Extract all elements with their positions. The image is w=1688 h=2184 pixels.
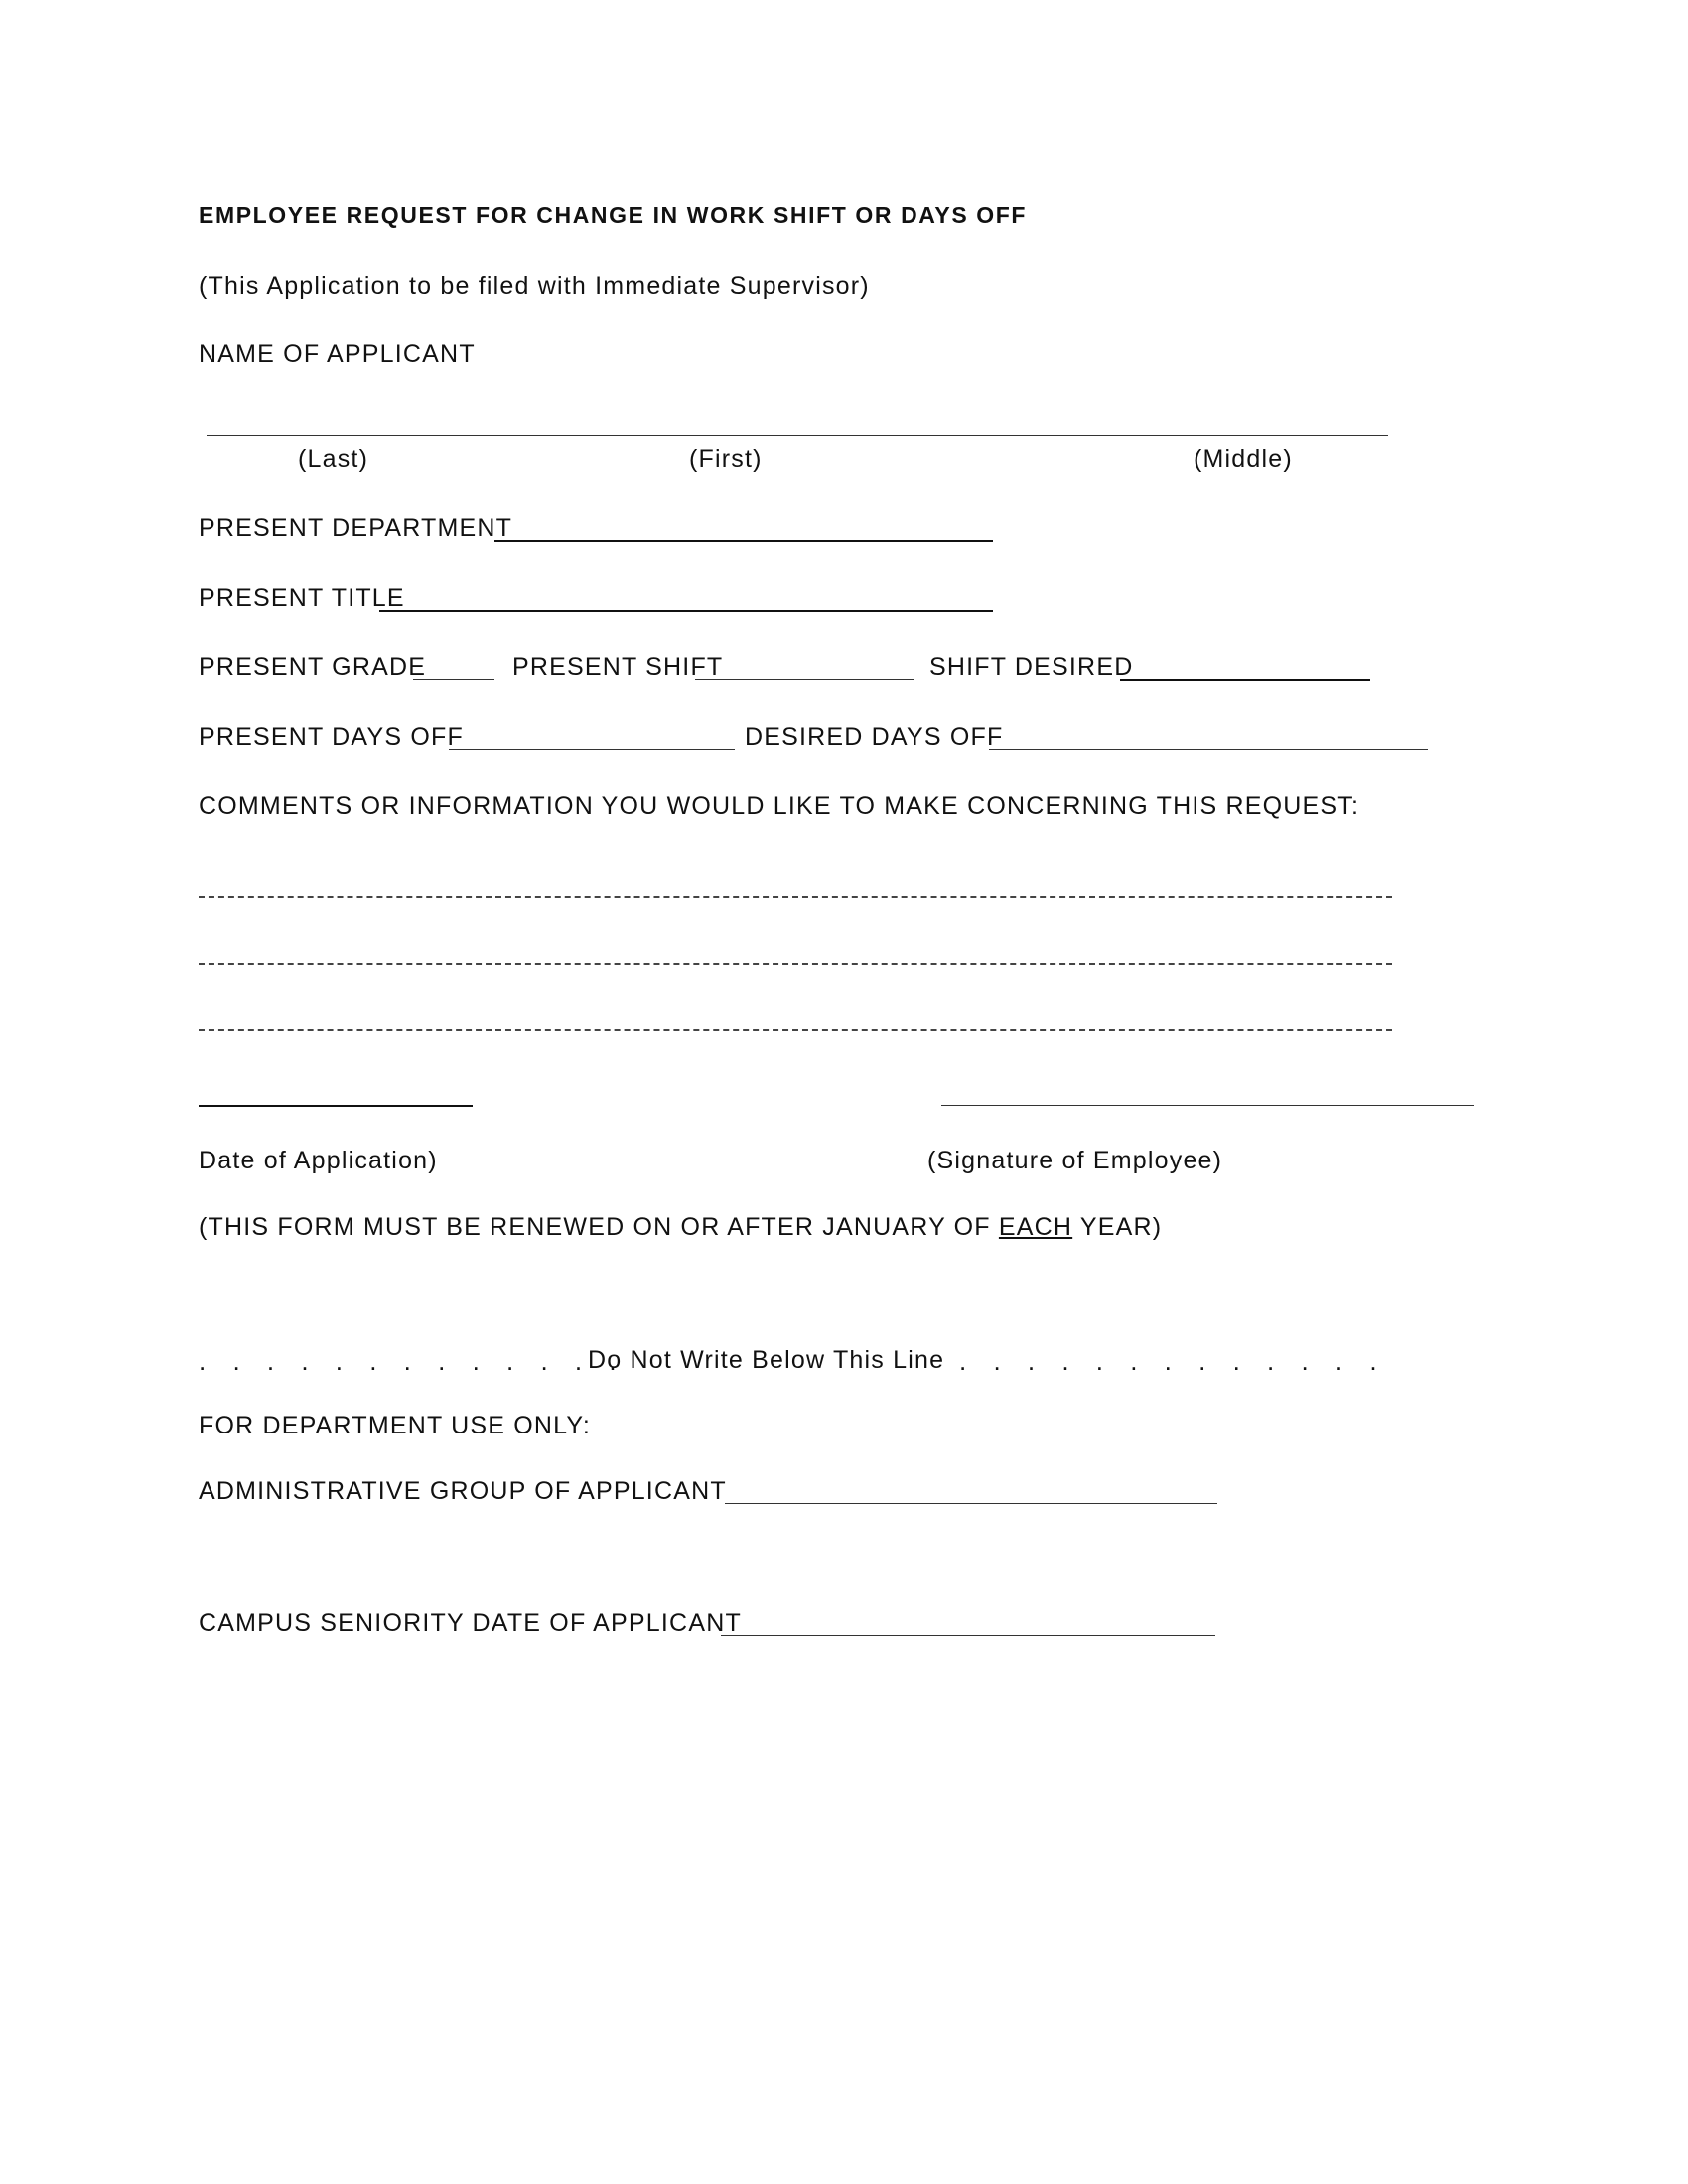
date-of-application-label: Date of Application) [199, 1147, 438, 1174]
comments-line-1[interactable] [199, 896, 1392, 898]
campus-seniority-field[interactable] [721, 1635, 1215, 1636]
do-not-write-below-text: Do Not Write Below This Line [588, 1346, 945, 1374]
shift-desired-field[interactable] [1120, 679, 1370, 681]
present-days-off-label: PRESENT DAYS OFF [199, 723, 464, 751]
present-department-label: PRESENT DEPARTMENT [199, 514, 513, 542]
campus-seniority-label: CAMPUS SENIORITY DATE OF APPLICANT [199, 1609, 742, 1637]
renewal-note-each: EACH [998, 1213, 1073, 1241]
administrative-group-field[interactable] [725, 1503, 1217, 1504]
comments-label: COMMENTS OR INFORMATION YOU WOULD LIKE TO MAKE CONCERNING THIS REQUEST: [199, 792, 1360, 820]
signature-label: (Signature of Employee) [927, 1147, 1223, 1174]
name-part-middle-label: (Middle) [1194, 445, 1293, 473]
desired-days-off-label: DESIRED DAYS OFF [745, 723, 1004, 751]
form-subtitle: (This Application to be filed with Immediate Supervisor) [199, 272, 870, 300]
present-title-label: PRESENT TITLE [199, 584, 405, 612]
renewal-note [199, 1212, 1162, 1242]
present-days-off-field[interactable] [449, 749, 735, 750]
present-grade-field[interactable] [413, 679, 494, 680]
comments-line-2[interactable] [199, 963, 1392, 965]
for-department-use-label: FOR DEPARTMENT USE ONLY: [199, 1412, 592, 1439]
date-of-application-field[interactable] [199, 1105, 473, 1107]
shift-desired-label: SHIFT DESIRED [929, 653, 1134, 681]
desired-days-off-field[interactable] [989, 749, 1428, 750]
name-part-first-label: (First) [689, 445, 763, 473]
administrative-group-label: ADMINISTRATIVE GROUP OF APPLICANT [199, 1477, 727, 1505]
divider-dots-right: . . . . . . . . . . . . . [959, 1346, 1387, 1376]
comments-line-3[interactable] [199, 1029, 1392, 1031]
name-of-applicant-label: NAME OF APPLICANT [199, 341, 476, 368]
present-grade-label: PRESENT GRADE [199, 653, 427, 681]
present-title-field[interactable] [379, 610, 993, 612]
present-shift-field[interactable] [695, 679, 914, 680]
name-part-last-label: (Last) [298, 445, 369, 473]
present-department-field[interactable] [494, 540, 993, 542]
divider-dots-left: . . . . . . . . . . . . . [199, 1346, 627, 1376]
signature-field[interactable] [941, 1105, 1474, 1106]
form-title: EMPLOYEE REQUEST FOR CHANGE IN WORK SHIFT OR DAYS OFF [199, 203, 1028, 228]
renewal-note-prefix: (THIS FORM MUST BE RENEWED ON OR AFTER JANUARY OF [199, 1213, 999, 1241]
present-shift-label: PRESENT SHIFT [512, 653, 724, 681]
renewal-note-suffix: YEAR) [1072, 1213, 1163, 1241]
applicant-name-field[interactable] [207, 435, 1388, 436]
